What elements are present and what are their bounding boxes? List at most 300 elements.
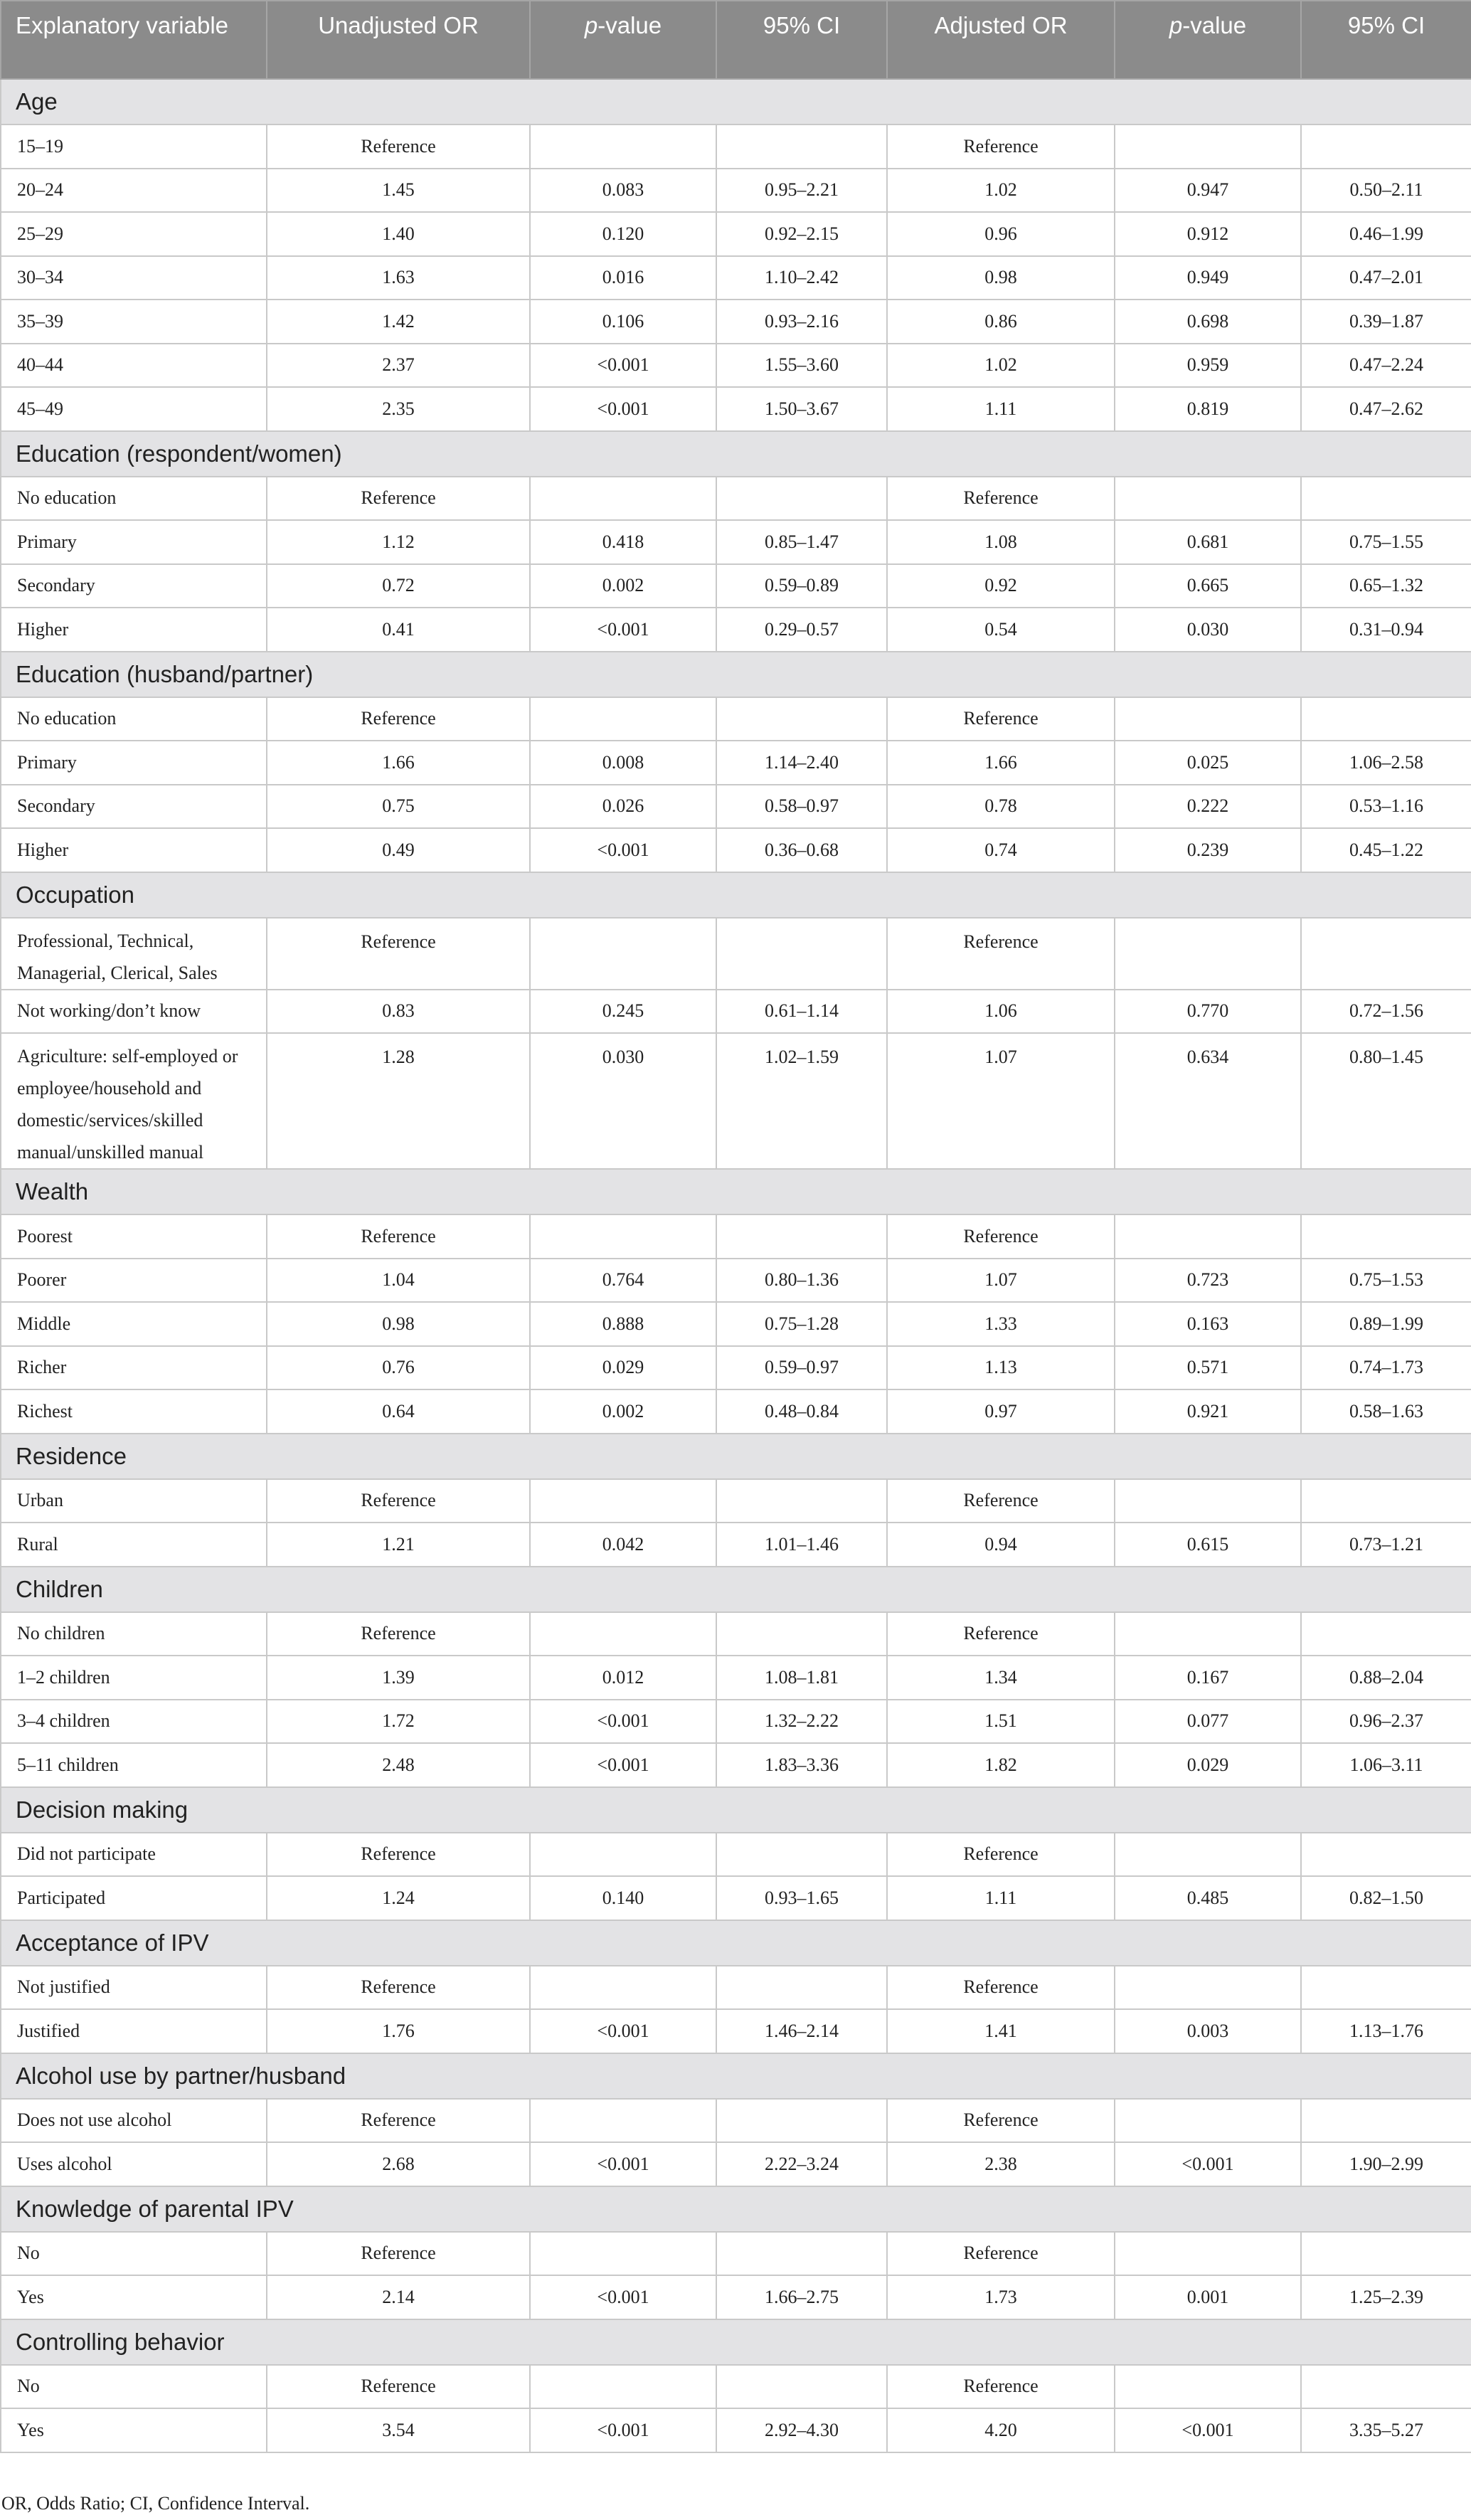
adjusted-or-cell: Reference [887,918,1115,990]
section-header-row [1,2319,1471,2365]
adjusted-or-cell: Reference [887,2232,1115,2276]
p-value-unadjusted-cell: <0.001 [530,2142,716,2186]
ci-unadjusted-cell: 1.83–3.36 [716,1743,887,1787]
ci-adjusted-cell [1301,1479,1471,1523]
section-title: Education (husband/partner) [1,652,1471,697]
ci-unadjusted-cell: 1.32–2.22 [716,1700,887,1744]
ci-unadjusted-cell: 1.08–1.81 [716,1656,887,1700]
adjusted-or-cell: Reference [887,125,1115,169]
row-label-cell: No [1,2232,267,2276]
ci-adjusted-cell: 0.74–1.73 [1301,1346,1471,1390]
unadjusted-or-cell: 2.37 [267,344,530,388]
adjusted-or-cell: 2.38 [887,2142,1115,2186]
ci-adjusted-cell [1301,918,1471,990]
p-value-unadjusted-cell [530,1966,716,2010]
ci-adjusted-cell [1301,1833,1471,1877]
table-row [1,1876,1471,1920]
ci-adjusted-cell: 0.58–1.63 [1301,1389,1471,1434]
row-label-cell: 35–39 [1,300,267,344]
p-value-unadjusted-cell [530,1833,716,1877]
ci-adjusted-cell [1301,2365,1471,2409]
header-p-italic: p [584,12,598,38]
ci-unadjusted-cell [716,918,887,990]
p-value-unadjusted-cell: <0.001 [530,2275,716,2319]
ci-unadjusted-cell [716,1612,887,1656]
unadjusted-or-cell: 0.76 [267,1346,530,1390]
ci-adjusted-cell: 0.47–2.24 [1301,344,1471,388]
ci-adjusted-cell: 3.35–5.27 [1301,2408,1471,2452]
table-row [1,1389,1471,1434]
p-value-adjusted-cell: 0.030 [1115,608,1301,652]
p-value-adjusted-cell [1115,125,1301,169]
p-value-unadjusted-cell: <0.001 [530,2009,716,2053]
ci-unadjusted-cell [716,1214,887,1259]
unadjusted-or-cell: Reference [267,697,530,741]
unadjusted-or-cell: 2.35 [267,387,530,431]
p-value-adjusted-cell: 0.665 [1115,564,1301,608]
row-label-cell: Secondary [1,785,267,829]
adjusted-or-cell: 1.02 [887,344,1115,388]
p-value-adjusted-cell: 0.077 [1115,1700,1301,1744]
unadjusted-or-cell: Reference [267,1966,530,2010]
adjusted-or-cell: 1.07 [887,1033,1115,1169]
table-row [1,300,1471,344]
row-label-cell: Uses alcohol [1,2142,267,2186]
p-value-adjusted-cell: 0.947 [1115,169,1301,213]
unadjusted-or-cell: Reference [267,1612,530,1656]
p-value-unadjusted-cell [530,697,716,741]
adjusted-or-cell: Reference [887,1612,1115,1656]
unadjusted-or-cell: Reference [267,2365,530,2409]
unadjusted-or-cell: 1.45 [267,169,530,213]
table-row [1,564,1471,608]
ci-adjusted-cell: 0.46–1.99 [1301,212,1471,256]
table-row [1,1656,1471,1700]
p-value-unadjusted-cell: <0.001 [530,1743,716,1787]
unadjusted-or-cell: Reference [267,1479,530,1523]
table-row [1,1259,1471,1303]
ci-unadjusted-cell: 0.29–0.57 [716,608,887,652]
ci-adjusted-cell: 0.50–2.11 [1301,169,1471,213]
row-label-cell: Richest [1,1389,267,1434]
ci-unadjusted-cell: 1.14–2.40 [716,741,887,785]
p-value-unadjusted-cell: <0.001 [530,608,716,652]
row-label-cell: Higher [1,608,267,652]
p-value-adjusted-cell [1115,2365,1301,2409]
p-value-unadjusted-cell [530,125,716,169]
adjusted-or-cell: 1.11 [887,1876,1115,1920]
header-p-suffix: -value [598,12,662,38]
unadjusted-or-cell: 1.76 [267,2009,530,2053]
ci-adjusted-cell: 0.88–2.04 [1301,1656,1471,1700]
ci-unadjusted-cell [716,125,887,169]
adjusted-or-cell: Reference [887,2099,1115,2143]
ci-adjusted-cell: 1.06–2.58 [1301,741,1471,785]
p-value-unadjusted-cell: 0.026 [530,785,716,829]
adjusted-or-cell: 0.96 [887,212,1115,256]
row-label-cell: Urban [1,1479,267,1523]
ci-adjusted-cell [1301,1214,1471,1259]
ci-unadjusted-cell [716,2365,887,2409]
adjusted-or-cell: Reference [887,1479,1115,1523]
p-value-unadjusted-cell [530,1479,716,1523]
p-value-unadjusted-cell [530,2099,716,2143]
p-value-adjusted-cell [1115,1612,1301,1656]
adjusted-or-cell: Reference [887,477,1115,521]
p-value-adjusted-cell: 0.634 [1115,1033,1301,1169]
ci-unadjusted-cell: 0.93–2.16 [716,300,887,344]
p-value-adjusted-cell: 0.770 [1115,990,1301,1034]
table-row [1,2275,1471,2319]
adjusted-or-cell: 1.11 [887,387,1115,431]
unadjusted-or-cell: 1.42 [267,300,530,344]
ci-adjusted-cell: 0.65–1.32 [1301,564,1471,608]
p-value-adjusted-cell: 0.949 [1115,256,1301,300]
p-value-adjusted-cell: 0.003 [1115,2009,1301,2053]
p-value-adjusted-cell [1115,1833,1301,1877]
ci-adjusted-cell: 0.47–2.62 [1301,387,1471,431]
ci-adjusted-cell [1301,2232,1471,2276]
p-value-adjusted-cell [1115,477,1301,521]
unadjusted-or-cell: 0.41 [267,608,530,652]
table-row [1,785,1471,829]
section-header-row [1,1787,1471,1833]
adjusted-or-cell: 1.34 [887,1656,1115,1700]
ci-adjusted-cell [1301,2099,1471,2143]
row-label-cell: 3–4 children [1,1700,267,1744]
header-p-suffix: -value [1182,12,1247,38]
adjusted-or-cell: Reference [887,697,1115,741]
p-value-adjusted-cell: 0.921 [1115,1389,1301,1434]
p-value-adjusted-cell: 0.029 [1115,1743,1301,1787]
p-value-adjusted-cell [1115,2232,1301,2276]
ci-adjusted-cell [1301,1612,1471,1656]
ci-adjusted-cell: 1.25–2.39 [1301,2275,1471,2319]
p-value-adjusted-cell: 0.698 [1115,300,1301,344]
table-row [1,1033,1471,1169]
p-value-adjusted-cell [1115,2099,1301,2143]
header-ci-unadjusted: 95% CI [716,1,887,79]
adjusted-or-cell: 1.41 [887,2009,1115,2053]
ci-unadjusted-cell: 0.93–1.65 [716,1876,887,1920]
ci-adjusted-cell: 0.96–2.37 [1301,1700,1471,1744]
row-label-cell: No education [1,697,267,741]
ci-unadjusted-cell: 0.80–1.36 [716,1259,887,1303]
adjusted-or-cell: 1.51 [887,1700,1115,1744]
adjusted-or-cell: 1.13 [887,1346,1115,1390]
table-row [1,1479,1471,1523]
row-label-cell: Not working/don’t know [1,990,267,1034]
adjusted-or-cell: 1.06 [887,990,1115,1034]
table-row [1,1700,1471,1744]
row-label-cell: 20–24 [1,169,267,213]
ci-adjusted-cell: 0.45–1.22 [1301,828,1471,872]
p-value-adjusted-cell: 0.681 [1115,520,1301,564]
section-title: Acceptance of IPV [1,1920,1471,1966]
p-value-unadjusted-cell: 0.042 [530,1523,716,1567]
row-label-cell: Primary [1,520,267,564]
ci-unadjusted-cell [716,1479,887,1523]
ci-adjusted-cell: 0.39–1.87 [1301,300,1471,344]
header-explanatory-variable: Explanatory variable [1,1,267,79]
p-value-adjusted-cell: 0.025 [1115,741,1301,785]
row-label-cell: Does not use alcohol [1,2099,267,2143]
p-value-adjusted-cell: 0.239 [1115,828,1301,872]
row-label-cell: 15–19 [1,125,267,169]
row-label-cell: Justified [1,2009,267,2053]
table-row [1,1743,1471,1787]
table-row [1,1833,1471,1877]
p-value-unadjusted-cell: 0.888 [530,1302,716,1346]
unadjusted-or-cell: 0.64 [267,1389,530,1434]
row-label-cell: Primary [1,741,267,785]
ci-unadjusted-cell: 0.95–2.21 [716,169,887,213]
section-title: Children [1,1567,1471,1612]
table-row [1,918,1471,990]
ci-unadjusted-cell [716,1966,887,2010]
ci-adjusted-cell: 0.73–1.21 [1301,1523,1471,1567]
p-value-unadjusted-cell [530,918,716,990]
adjusted-or-cell: 1.82 [887,1743,1115,1787]
section-header-row [1,431,1471,477]
unadjusted-or-cell: 1.04 [267,1259,530,1303]
section-title: Education (respondent/women) [1,431,1471,477]
p-value-unadjusted-cell [530,2365,716,2409]
ci-unadjusted-cell [716,2099,887,2143]
p-value-adjusted-cell: <0.001 [1115,2408,1301,2452]
ci-unadjusted-cell [716,477,887,521]
ci-unadjusted-cell: 0.59–0.97 [716,1346,887,1390]
table-row [1,741,1471,785]
table-row [1,2232,1471,2276]
p-value-unadjusted-cell: 0.016 [530,256,716,300]
unadjusted-or-cell: 1.21 [267,1523,530,1567]
row-label-cell: Yes [1,2408,267,2452]
ci-adjusted-cell [1301,125,1471,169]
section-title: Residence [1,1434,1471,1479]
row-label-cell: Not justified [1,1966,267,2010]
p-value-unadjusted-cell: 0.106 [530,300,716,344]
ci-unadjusted-cell: 0.75–1.28 [716,1302,887,1346]
unadjusted-or-cell: 0.72 [267,564,530,608]
section-title: Wealth [1,1169,1471,1214]
row-label-cell: Poorest [1,1214,267,1259]
table-row [1,256,1471,300]
p-value-adjusted-cell [1115,697,1301,741]
table-row [1,477,1471,521]
adjusted-or-cell: 0.54 [887,608,1115,652]
adjusted-or-cell: Reference [887,1833,1115,1877]
p-value-unadjusted-cell: <0.001 [530,344,716,388]
table-row [1,697,1471,741]
section-header-row [1,1434,1471,1479]
adjusted-or-cell: 1.08 [887,520,1115,564]
adjusted-or-cell: 4.20 [887,2408,1115,2452]
row-label-cell: 45–49 [1,387,267,431]
section-title: Controlling behavior [1,2319,1471,2365]
row-label-cell: Professional, Technical, Managerial, Clerical, Sales [1,918,267,990]
table-row [1,344,1471,388]
p-value-adjusted-cell: 0.912 [1115,212,1301,256]
table-row [1,212,1471,256]
p-value-unadjusted-cell: 0.002 [530,1389,716,1434]
unadjusted-or-cell: 2.48 [267,1743,530,1787]
unadjusted-or-cell: 1.63 [267,256,530,300]
table-row [1,608,1471,652]
ci-adjusted-cell: 0.72–1.56 [1301,990,1471,1034]
header-p-italic: p [1169,12,1183,38]
row-label-cell: No education [1,477,267,521]
unadjusted-or-cell: 1.66 [267,741,530,785]
p-value-adjusted-cell: 0.723 [1115,1259,1301,1303]
table-row [1,125,1471,169]
ci-unadjusted-cell [716,2232,887,2276]
section-header-row [1,79,1471,125]
unadjusted-or-cell: Reference [267,918,530,990]
p-value-unadjusted-cell [530,477,716,521]
ci-adjusted-cell: 0.89–1.99 [1301,1302,1471,1346]
section-header-row [1,872,1471,918]
ci-unadjusted-cell: 0.58–0.97 [716,785,887,829]
unadjusted-or-cell: 2.68 [267,2142,530,2186]
section-title: Knowledge of parental IPV [1,2186,1471,2232]
row-label-cell: Yes [1,2275,267,2319]
unadjusted-or-cell: Reference [267,125,530,169]
row-label-cell: No children [1,1612,267,1656]
unadjusted-or-cell: Reference [267,2099,530,2143]
adjusted-or-cell: 1.02 [887,169,1115,213]
p-value-adjusted-cell: 0.959 [1115,344,1301,388]
unadjusted-or-cell: 1.40 [267,212,530,256]
section-header-row [1,2186,1471,2232]
section-header-row [1,1567,1471,1612]
table-row [1,169,1471,213]
adjusted-or-cell: 0.98 [887,256,1115,300]
p-value-unadjusted-cell: 0.245 [530,990,716,1034]
section-header-row [1,1920,1471,1966]
p-value-adjusted-cell [1115,918,1301,990]
table-footnote: OR, Odds Ratio; CI, Confidence Interval. [1,2493,310,2514]
ci-unadjusted-cell: 0.92–2.15 [716,212,887,256]
ci-adjusted-cell: 1.06–3.11 [1301,1743,1471,1787]
unadjusted-or-cell: Reference [267,477,530,521]
p-value-adjusted-cell [1115,1214,1301,1259]
row-label-cell: 40–44 [1,344,267,388]
ci-unadjusted-cell [716,697,887,741]
table-row [1,2009,1471,2053]
table-row [1,1214,1471,1259]
ci-unadjusted-cell: 1.50–3.67 [716,387,887,431]
p-value-adjusted-cell: 0.615 [1115,1523,1301,1567]
table-row [1,2365,1471,2409]
p-value-unadjusted-cell: 0.008 [530,741,716,785]
adjusted-or-cell: Reference [887,1966,1115,2010]
ci-unadjusted-cell: 0.48–0.84 [716,1389,887,1434]
ci-unadjusted-cell: 1.46–2.14 [716,2009,887,2053]
row-label-cell: Agriculture: self-employed or employee/household and domestic/services/skilled manual/unskilled manual [1,1033,267,1169]
p-value-adjusted-cell: 0.485 [1115,1876,1301,1920]
ci-adjusted-cell: 1.13–1.76 [1301,2009,1471,2053]
ci-adjusted-cell: 0.80–1.45 [1301,1033,1471,1169]
p-value-unadjusted-cell: 0.002 [530,564,716,608]
ci-adjusted-cell: 0.82–1.50 [1301,1876,1471,1920]
adjusted-or-cell: Reference [887,2365,1115,2409]
unadjusted-or-cell: 3.54 [267,2408,530,2452]
ci-unadjusted-cell: 1.10–2.42 [716,256,887,300]
unadjusted-or-cell: 2.14 [267,2275,530,2319]
ci-unadjusted-cell: 2.92–4.30 [716,2408,887,2452]
ci-unadjusted-cell: 1.66–2.75 [716,2275,887,2319]
section-title: Alcohol use by partner/husband [1,2053,1471,2099]
p-value-unadjusted-cell [530,1214,716,1259]
p-value-unadjusted-cell: 0.012 [530,1656,716,1700]
adjusted-or-cell: Reference [887,1214,1115,1259]
p-value-unadjusted-cell: 0.083 [530,169,716,213]
p-value-adjusted-cell: 0.001 [1115,2275,1301,2319]
table-body [1,79,1471,2452]
ci-adjusted-cell [1301,1966,1471,2010]
ci-unadjusted-cell: 0.61–1.14 [716,990,887,1034]
p-value-adjusted-cell: 0.222 [1115,785,1301,829]
unadjusted-or-cell: 1.24 [267,1876,530,1920]
ci-unadjusted-cell: 1.55–3.60 [716,344,887,388]
table-header [1,1,1471,79]
section-header-row [1,1169,1471,1214]
p-value-adjusted-cell: <0.001 [1115,2142,1301,2186]
ci-unadjusted-cell: 0.36–0.68 [716,828,887,872]
row-label-cell: Secondary [1,564,267,608]
table-row [1,1302,1471,1346]
unadjusted-or-cell: 0.83 [267,990,530,1034]
adjusted-or-cell: 1.66 [887,741,1115,785]
unadjusted-or-cell: 1.12 [267,520,530,564]
row-label-cell: Higher [1,828,267,872]
p-value-adjusted-cell: 0.167 [1115,1656,1301,1700]
row-label-cell: Richer [1,1346,267,1390]
header-p-value-adjusted [1115,1,1301,79]
ci-adjusted-cell [1301,477,1471,521]
header-unadjusted-or: Unadjusted OR [267,1,530,79]
adjusted-or-cell: 1.33 [887,1302,1115,1346]
ci-adjusted-cell: 1.90–2.99 [1301,2142,1471,2186]
adjusted-or-cell: 0.78 [887,785,1115,829]
p-value-unadjusted-cell: <0.001 [530,828,716,872]
p-value-unadjusted-cell [530,1612,716,1656]
p-value-adjusted-cell: 0.571 [1115,1346,1301,1390]
p-value-adjusted-cell: 0.819 [1115,387,1301,431]
ci-unadjusted-cell: 1.01–1.46 [716,1523,887,1567]
unadjusted-or-cell: 1.28 [267,1033,530,1169]
table-row [1,1966,1471,2010]
table-row [1,828,1471,872]
row-label-cell: 25–29 [1,212,267,256]
p-value-adjusted-cell: 0.163 [1115,1302,1301,1346]
section-title: Occupation [1,872,1471,918]
adjusted-or-cell: 0.94 [887,1523,1115,1567]
table-row [1,990,1471,1034]
ci-unadjusted-cell: 1.02–1.59 [716,1033,887,1169]
ci-adjusted-cell: 0.75–1.55 [1301,520,1471,564]
section-title: Decision making [1,1787,1471,1833]
adjusted-or-cell: 0.74 [887,828,1115,872]
table-row [1,1523,1471,1567]
row-label-cell: Middle [1,1302,267,1346]
p-value-unadjusted-cell: 0.030 [530,1033,716,1169]
adjusted-or-cell: 1.73 [887,2275,1115,2319]
unadjusted-or-cell: 1.72 [267,1700,530,1744]
row-label-cell: 30–34 [1,256,267,300]
p-value-unadjusted-cell: 0.120 [530,212,716,256]
